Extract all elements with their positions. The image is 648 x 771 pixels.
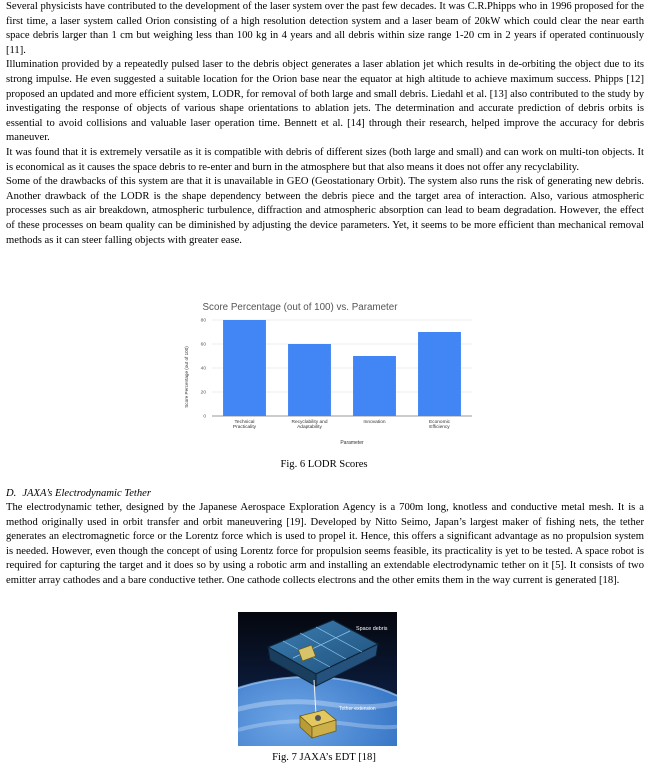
x-tick-labels [233, 419, 451, 430]
x-axis-label: Parameter [340, 440, 364, 446]
paragraph-drawbacks: Some of the drawbacks of this system are that it is unavailable in GEO (Geostationary Orbit). The system also runs the risk of generating new debris. Another drawback of the LODR is the shape dependency between the debris piece and the target area of interaction. Also, various atmospheric processes such as air breakdown, atmospheric turbulence, diffraction and atmospheric absorption can lead to beam degradation. However, the effect of these processes on beam quality can be diminished by adjusting the device parameters. Yet, it seems to be more efficient than mechanical removal methods as it can steer falling objects with greater ease. [6, 176, 644, 246]
section-heading [6, 487, 157, 501]
y-tick-label: 40 [200, 366, 206, 372]
paragraph-electrodynamic-tether: The electrodynamic tether, designed by the Japanese Aerospace Exploration Agency is a 700m long, knotless and conductive metal mesh. It is a method originally used in orbit transfer and orbit maneuvering [19]. Developed by Nitto Seimo, Japan’s largest maker of fishing nets, the tether generates an electromagnetic force or the Lorentz force which is used to propel it. Hence, this offers a significant advantage as no propulsion system is needed. However, even though the concept of using Lorentz force for propulsion seems feasible, its practicality is yet to be tested. A space robot is required for capturing the target and it does so by using a robotic arm and installing an extendable electrodynamic tether on it [5]. It consists of two emitter array cathodes and a bare conductive tether. One cathode collects electrons and the other emits them in the way current is generated [18]. [6, 502, 644, 586]
bar [418, 332, 461, 416]
lodr-score-chart [174, 297, 474, 455]
figure-7-caption: Fig. 7 JAXA’s EDT [18] [272, 752, 376, 763]
tether-extension-label: Tether extension [339, 706, 376, 712]
y-axis-label: Score Percentage (out of 100) [184, 346, 189, 408]
bar [223, 320, 266, 416]
x-tick-label: Economic Efficiency [428, 420, 451, 430]
figure-6-caption: Fig. 6 LODR Scores [280, 459, 368, 470]
paragraph-phipps-orion: Several physicists have contributed to the development of the laser system over the past few decades. It was C.R.Phipps who in 1996 proposed for the first time, a laser system called Orion consisting of a high resolution detection system and a laser beam of 20kW which could clear the near earth space debris larger than 1 cm but weighing less than 100 kg in 4 years and all debris within size range 1-20 cm in 2 years if operated continuously [11]. [6, 1, 644, 56]
bar [288, 344, 331, 416]
paragraph-versatility: It was found that it is extremely versatile as it is compatible with debris of different sizes (both large and small) and can work on multi-ton objects. It is economical as it causes the space debris to re-enter and burn in the atmosphere but that also means it does not offer any recyclability. [6, 146, 644, 173]
y-tick-label: 0 [203, 414, 206, 420]
x-tick-label: Technical Practicality [232, 420, 257, 430]
x-tick-label: Recyclability and Adaptability [291, 420, 328, 430]
paragraph-laser-ablation: Illumination provided by a repeatedly pulsed laser to the debris object generates a laser ablation jet which results in de-orbiting the object due to its strong impulse. He even suggested a suitable location for the Orion base near the equator at high altitude to achieve maximum success. Phipps [12] proposed an updated and more efficient system, LODR, for removal of both large and small debris. Liedahl et al. [13] also contributed to the study by investigating the response of objects of various shape orientations to ablation jets. The determination and accurate prediction of debris orbits is essential to avoid collisions and valuable laser operation time. Bennett et al. [14] through their research, helped improve the accuracy for debris maneuver. [6, 59, 644, 144]
body-text [0, 0, 648, 248]
y-tick-labels [201, 318, 207, 420]
x-tick-label: Innovation [363, 420, 386, 425]
y-tick-label: 80 [200, 318, 206, 324]
y-tick-label: 20 [200, 390, 206, 396]
chart-title: Score Percentage (out of 100) vs. Parameter [202, 302, 398, 313]
y-tick-label: 60 [200, 342, 206, 348]
section-letter: D. [6, 488, 17, 499]
jaxa-edt-illustration [238, 612, 397, 746]
section-title: JAXA’s Electrodynamic Tether [22, 488, 151, 499]
bar [353, 356, 396, 416]
space-debris-label: Space debris [356, 626, 388, 632]
